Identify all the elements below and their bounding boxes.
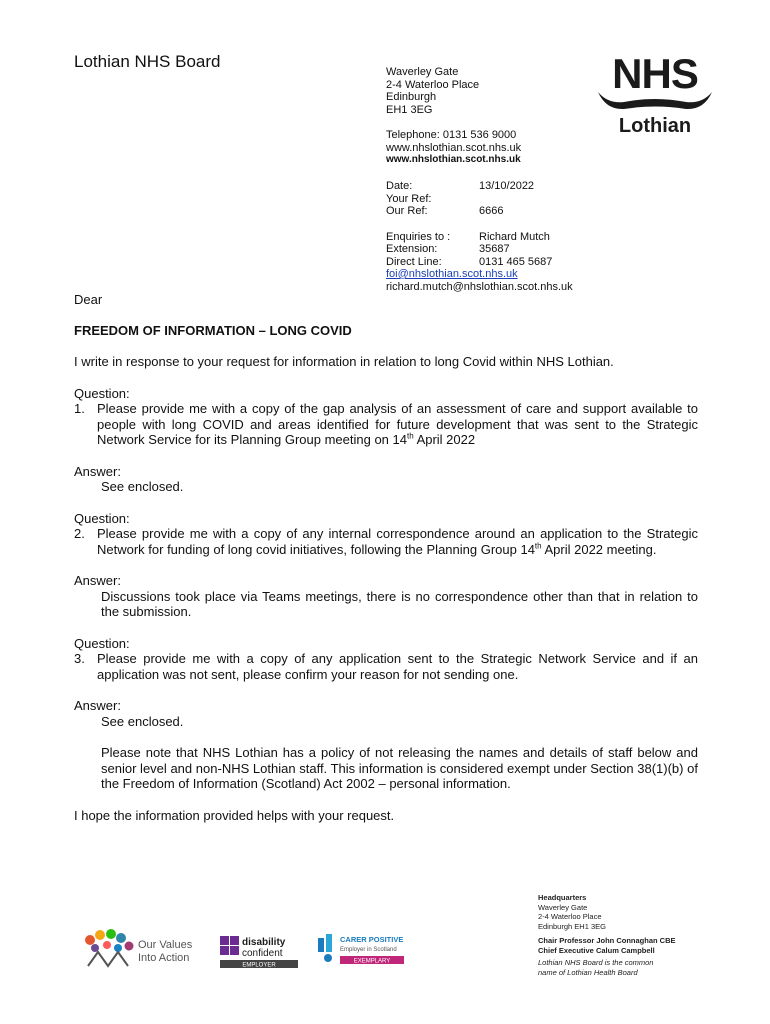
ordinal-suffix: th [534,541,542,551]
answer-label: Answer: [74,698,121,713]
intro-paragraph: I write in response to your request for information in relation to long Covid within NHS Lothian. [74,354,614,369]
salutation: Dear [74,292,103,307]
carer-positive-text: CARER POSITIVE [340,935,404,944]
our-values-text: Our Values [138,939,193,951]
question-text-part: April 2022 [413,432,476,447]
enquiries-label: Enquiries to : [386,230,451,243]
extension-label: Extension: [386,243,438,255]
exemplary-text: EXEMPLARY [353,958,391,965]
question-text-part: Please provide me with a copy of any internal correspondence around an application to the Strategic Network for funding of long covid initiatives, following the Planning Group 14 [97,526,698,557]
confident-text: confident [242,948,283,959]
contact-email: richard.mutch@nhslothian.scot.nhs.uk [386,280,573,293]
nhs-logo-text: NHS [612,52,698,97]
address-block [386,66,521,167]
address-line: 2-4 Waterloo Place [386,78,480,91]
enquiries-value: Richard Mutch [479,230,550,243]
nhs-lothian-logo [594,52,716,138]
telephone: Telephone: 0131 536 9000 [386,129,517,141]
website[interactable]: www.nhslothian.scot.nhs.uk [386,141,522,154]
ordinal-suffix: th [407,431,414,441]
question-label: Question: [74,385,130,401]
date-value: 13/10/2022 [479,180,535,192]
question-text-part: Please provide me with a copy of the gap analysis of an assessment of care and support available to people with long COVID and areas identified for future development that was sent to the Strategic Network Service for its Planning Group meeting on 14 [97,401,698,447]
answer-label: Answer: [74,573,121,588]
into-action-text: Into Action [138,952,190,964]
board-title: Lothian NHS Board [74,52,221,71]
common-name-line: name of Lothian Health Board [538,967,638,977]
your-ref-label: Your Ref: [386,192,432,205]
direct-line-label: Direct Line: [386,255,442,268]
hq-line: 2-4 Waterloo Place [538,912,602,921]
reference-table [386,180,573,293]
exemption-note: Please note that NHS Lothian has a policy of not releasing the names and details of staff below and senior level and non-NHS Lothian staff. This information is considered exempt under Section 38(1)(b) of the Freedom of Information (Scotland) Act 2002 – personal information. [101,745,698,791]
answer-label: Answer: [74,463,121,479]
question-text [97,401,698,448]
closing-line: I hope the information provided helps with your request. [74,807,395,823]
letter-body [74,292,698,823]
question-1 [74,401,698,448]
answer-2-text: Discussions took place via Teams meetings, there is no correspondence other than that in relation to the submission. [101,588,698,619]
letter-title: FREEDOM OF INFORMATION – LONG COVID [74,322,352,338]
hq-line: Edinburgh EH1 3EG [538,921,606,931]
website-bold[interactable]: www.nhslothian.scot.nhs.uk [386,154,521,165]
our-ref-value: 6666 [479,205,504,217]
question-text: Please provide me with a copy of any application sent to the Strategic Network Service and if an application was not sent, please confirm your reason for not sending one. [97,651,698,682]
foi-email-link[interactable]: foi@nhslothian.scot.nhs.uk [386,268,518,280]
question-3 [74,651,698,682]
question-label: Question: [74,510,130,526]
our-ref-label: Our Ref: [386,205,428,217]
question-label: Question: [74,635,130,651]
question-number: 3. [74,651,85,666]
address-line: Waverley Gate [386,66,459,78]
disability-text: disability [242,937,286,948]
answer-1-text: See enclosed. [101,479,184,494]
hq-line: Headquarters [538,893,587,902]
employer-scotland-text: Employer in Scotland [340,947,397,953]
disability-confident-logo [220,934,298,970]
ceo-line: Chief Executive Calum Campbell [538,945,655,955]
carer-positive-logo [316,930,406,968]
question-number: 2. [74,526,85,541]
question-text-part: April 2022 meeting. [541,541,657,557]
answer-3-text: See enclosed. [101,713,184,729]
address-line: Edinburgh [386,91,437,103]
common-name-line: Lothian NHS Board is the common [538,958,654,967]
chair-line: Chair Professor John Connaghan CBE [538,936,676,945]
extension-value: 35687 [479,243,510,255]
our-values-logo [80,928,200,970]
direct-line-value: 0131 465 5687 [479,255,553,268]
question-number: 1. [74,401,85,416]
hq-line: Waverley Gate [538,902,588,912]
lothian-logo-text: Lothian [618,115,692,137]
date-label: Date: [386,180,413,192]
question-2 [74,526,698,557]
employer-text: EMPLOYER [242,962,276,969]
headquarters-block [538,893,676,977]
address-line: EH1 3EG [386,103,433,116]
question-text [97,526,698,557]
